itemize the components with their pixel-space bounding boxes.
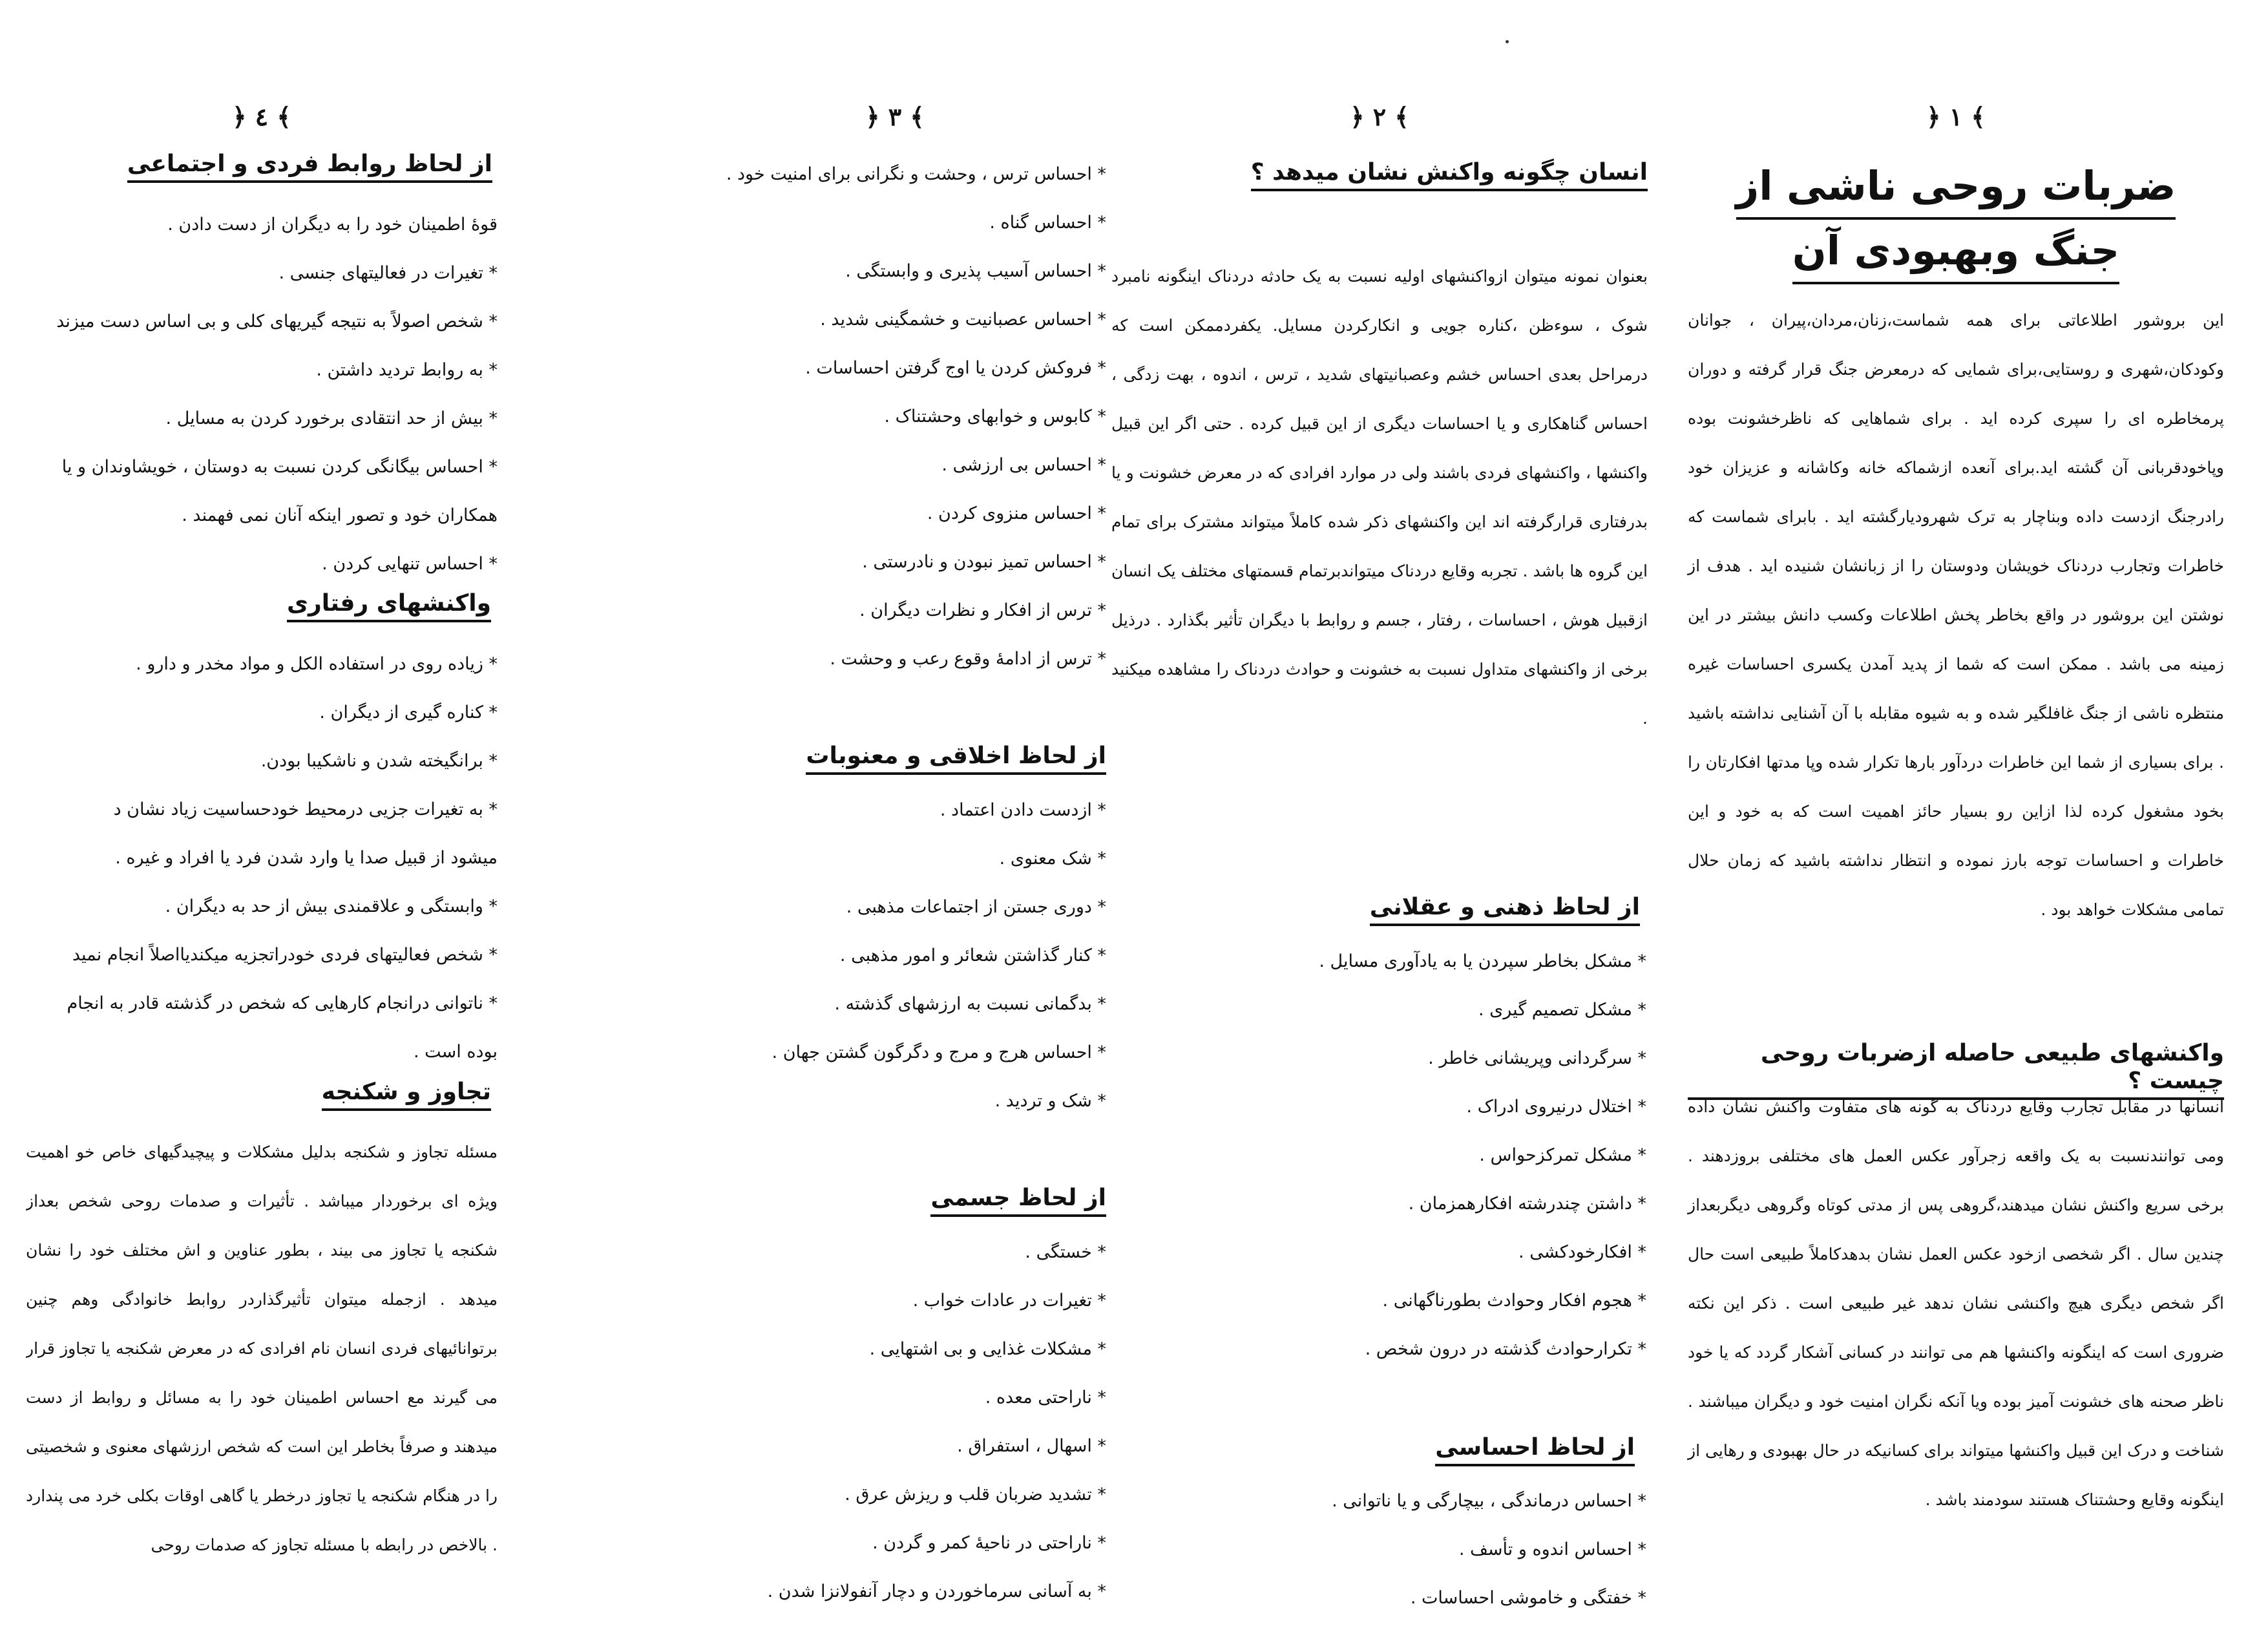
emotional-list bbox=[1111, 1477, 1648, 1622]
list-item: * تکرارحوادث گذشته در درون شخص . bbox=[1365, 1339, 1646, 1359]
list-item: * احساس گناه . bbox=[989, 213, 1106, 233]
section-heading bbox=[26, 589, 498, 622]
heading-social: از لحاظ روابط فردی و اجتماعی bbox=[127, 150, 492, 183]
list-item: * بدگمانی نسبت به ارزشهای گذشته . bbox=[834, 994, 1106, 1014]
rape-torture-paragraph: مسئله تجاوز و شکنجه بدلیل مشکلات و پیچیدگیهای خاص خو اهمیت ویژه ای برخوردار میباشد . تأثیرات و صدمات روحی شخص بعداز شکنجه یا تجاوز می بیند ، بطور عناوین و اش مختلف خود را نشان میدهد . ازجمله میتوان تأثیرگذاردر روابط خانوادگی وهم چنین برتوانائیهای فردی انسان نام افرادی که در معرض شکنجه یا تجاوز قرار می گیرند مع احساس اطمینان خود را به مسائل و روابط از دست میدهند و صرفاً بخاطر این است که شخص ارزشهای معنوی و شخصیتی را در هنگام شکنجه یا تجاوز درخطر یا گاهی اوقات بکلی خرد می پندارد . بالاخص در رابطه با مسئله تجاوز که صدمات روحی bbox=[26, 1143, 498, 1554]
list-item: * تغیرات در فعالیتهای جنسی . bbox=[278, 263, 498, 283]
section-heading bbox=[672, 742, 1118, 775]
list-item: * زیاده روی در استفاده الکل و مواد مخدر و دارو . bbox=[136, 654, 498, 674]
list-item: * افکارخودکشی . bbox=[1518, 1242, 1646, 1262]
list-item: * مشکل تمرکزحواس . bbox=[1479, 1145, 1646, 1165]
section-heading bbox=[1111, 158, 1648, 191]
list-item: * ناتوانی درانجام کارهایی که شخص در گذشته قادر به انجام bbox=[67, 993, 498, 1013]
how-react-paragraph: بعنوان نمونه میتوان ازواکنشهای اولیه نسبت به یک حادثه دردناک اینگونه نامبرد شوک ، سوءظن ،کناره جویی و انکارکردن مسایل. یکفردممکن است که درمراحل بعدی احساس خشم وعصبانیتهای شدید ، ترس ، اندوه ، بهت زدگی ، احساس گناهکاری و یا احساسات دیگری از این قبیل کرده . حتی اگر این قبیل واکنشها ، واکنشهای فردی باشند ولی در موارد افرادی که در معرض خشونت و یا بدرفتاری قرارگرفته اند این واکنشهای ذکر شده کاملاً میتواند مشترک برای تمام این گروه ها باشد . تجربه وقایع دردناک میتواندبرتمام قسمتهای مختلف یک انسان ازقبیل هوش ، احساسات ، رفتار ، جسم و روابط با دیگران تأثیر بگذارد . درذیل برخی از واکنشهای متداول نسبت به خشونت و حوادث دردناک را مشاهده میکنید . bbox=[1111, 267, 1648, 728]
physical-list bbox=[672, 1228, 1118, 1616]
brochure-title bbox=[1688, 155, 2224, 284]
page-number: ﴿ ۳ ﴾ bbox=[865, 102, 925, 131]
page-number: ﴿ ۱ ﴾ bbox=[1926, 102, 1986, 131]
heading-rape-torture: تجاوز و شکنجه bbox=[322, 1078, 491, 1111]
page-3 bbox=[672, 0, 1118, 1648]
behavioral-list bbox=[26, 640, 498, 1076]
list-item: * کابوس و خوابهای وحشتناک . bbox=[884, 407, 1106, 427]
list-item: * احساس هرج و مرج و دگرگون گشتن جهان . bbox=[772, 1042, 1106, 1062]
page-2 bbox=[1111, 0, 1648, 1648]
page-number: ﴿ ٤ ﴾ bbox=[232, 102, 291, 131]
list-item: * شک معنوی . bbox=[999, 849, 1106, 869]
list-item: * به تغیرات جزیی درمحیط خودحساسیت زیاد نشان د bbox=[113, 799, 498, 819]
page-1 bbox=[1688, 0, 2224, 1648]
list-item: * ناراحتی در ناحیهٔ کمر و گردن . bbox=[872, 1533, 1106, 1553]
list-item: * ترس از افکار و نظرات دیگران . bbox=[859, 600, 1106, 620]
list-item: * مشکل تصمیم گیری . bbox=[1478, 1000, 1646, 1020]
list-item: * احساس آسیب پذیری و وابستگی . bbox=[845, 261, 1106, 281]
heading-mental: از لحاظ ذهنی و عقلانی bbox=[1370, 893, 1640, 926]
intro-paragraph: این بروشور اطلاعاتی برای همه شماست،زنان،مردان،پیران ، جوانان وکودکان،شهری و روستایی،برای شمایی که درمعرض جنگ قرار گرفته و دوران پرمخاطره ای را سپری کرده اید . برای شماهایی که ناظرخشونت بوده وپاخودقربانی آن گشته اید.برای آنعده ازشماکه خانه وکاشانه و عزیزان خود رادرجنگ ازدست داده وبناچار به ترک شهرودیارگشته اید . بابرای شماست که خاطرات وتجارب دردناک خویشان ودوستان را از زبانشان شنیده اید . هدف از نوشتن این بروشور در واقع بخاطر پخش اطلاعات وکسب دانش بیشتر در این زمینه می باشد . ممکن است که شما از پدید آمدن یکسری احساسات غیره منتظره ناشی از جنگ غافلگیر شده و به شیوه مقابله با آن آشنایی نداشته باشید . برای بسیاری از شما این خاطرات دردآور بارها تکرار شده وپا مدتها افکارتان را بخود مشغول کرده لذا ازاین رو بسیار حائز اهمیت است که به خود و این خاطرات و احساسات توجه بارز نموده و انتظار نداشته باشید که زمان حلال تمامی مشکلات خواهد بود . bbox=[1688, 311, 2224, 919]
list-item: * ناراحتی معده . bbox=[985, 1388, 1106, 1408]
list-item: همکاران خود و تصور اینکه آنان نمی فهمند . bbox=[182, 505, 498, 525]
list-item: بوده است . bbox=[413, 1042, 498, 1062]
section-heading bbox=[26, 150, 498, 183]
section-heading bbox=[672, 1184, 1118, 1217]
heading-emotional: از لحاظ احساسی bbox=[1435, 1433, 1635, 1466]
list-item: * اسهال ، استفراق . bbox=[957, 1436, 1106, 1456]
heading-natural-reactions: واکنشهای طبیعی حاصله ازضربات روحی چیست ؟ bbox=[1688, 1039, 2224, 1100]
list-item: * وابستگی و علاقمندی بیش از حد به دیگران . bbox=[165, 896, 498, 916]
reactions-paragraph: انسانها در مقابل تجارب وقایع دردناک به گونه های متفاوت واکنش نشان داده ومی توانندنسبت به یک واقعه زجرآور عکس العمل های مختلفی بروزدهند . برخی سریع واکنش نشان میدهند،گروهی پس از مدتی کوتاه وگروهی دیگربعداز چندین سال . اگر شخصی ازخود عکس العمل نشان بدهدکاملاً طبیعی است حال اگر شخص دیگری هیچ واکنشی نشان ندهد غیر طبیعی است . ذکر این نکته ضروری است که اینگونه واکنشها هم می توانند در کسانی آشکار گردد که یا خود ناظر صحنه های خشونت آمیز بوده ویا آنکه نگران امنیت خود و دیگران میباشند . شناخت و درک این قبیل واکنشها میتواند برای کسانیکه در حال بهبودی و رهایی از اینگونه وقایع وحشتناک هستند سودمند باشد . bbox=[1688, 1097, 2224, 1509]
list-item: * شک و تردید . bbox=[994, 1091, 1106, 1111]
list-item: * ترس از ادامهٔ وقوع رعب و وحشت . bbox=[830, 649, 1106, 669]
title-line-2: جنگ وبهبودی آن bbox=[1792, 220, 2119, 284]
heading-how-react: انسان چگونه واکنش نشان میدهد ؟ bbox=[1251, 158, 1648, 191]
list-item: * دوری جستن از اجتماعات مذهبی . bbox=[846, 897, 1106, 917]
list-item: * احساس ترس ، وحشت و نگرانی برای امنیت خود . bbox=[726, 164, 1106, 184]
list-item: * خفتگی و خاموشی احساسات . bbox=[1410, 1588, 1646, 1608]
heading-behavioral: واکنشهای رفتاری bbox=[287, 589, 491, 622]
list-item: * مشکل بخاطر سپردن یا به یادآوری مسایل . bbox=[1319, 951, 1646, 971]
moral-list bbox=[672, 786, 1118, 1125]
list-item: * شخص اصولاً به نتیجه گیریهای کلی و بی اساس دست میزند bbox=[56, 312, 498, 332]
list-item: * احساس منزوی کردن . bbox=[927, 503, 1106, 523]
title-line-1: ضربات روحی ناشی از bbox=[1736, 155, 2176, 220]
list-item: * شخص فعالیتهای فردی خودراتجزیه میکندیااصلاً انجام نمید bbox=[72, 945, 498, 965]
heading-physical: از لحاظ جسمی bbox=[930, 1184, 1106, 1217]
list-item: میشود از قبیل صدا یا وارد شدن فرد یا افراد و غیره . bbox=[115, 848, 498, 868]
list-item: قوهٔ اطمینان خود را به دیگران از دست دادن . bbox=[167, 215, 498, 235]
list-item: * هجوم افکار وحوادث بطورناگهانی . bbox=[1382, 1291, 1646, 1311]
mental-list bbox=[1111, 937, 1648, 1373]
list-item: * بیش از حد انتقادی برخورد کردن به مسایل . bbox=[165, 408, 498, 428]
emotional-list-continued bbox=[672, 150, 1118, 683]
list-item: * مشکلات غذایی و بی اشتهایی . bbox=[869, 1339, 1106, 1359]
list-item: * کناره گیری از دیگران . bbox=[319, 703, 498, 723]
section-heading bbox=[1111, 1433, 1648, 1466]
list-item: * احساس بیگانگی کردن نسبت به دوستان ، خویشاوندان و یا bbox=[61, 457, 498, 477]
list-item: * کنار گذاشتن شعائر و امور مذهبی . bbox=[839, 945, 1106, 966]
social-list bbox=[26, 200, 498, 588]
list-item: * احساس اندوه و تأسف . bbox=[1458, 1539, 1646, 1559]
list-item: * احساس تنهایی کردن . bbox=[322, 554, 498, 574]
list-item: * احساس بی ارزشی . bbox=[941, 455, 1106, 475]
list-item: * ازدست دادن اعتماد . bbox=[940, 800, 1106, 820]
list-item: * برانگیخته شدن و ناشکیبا بودن. bbox=[260, 751, 498, 771]
list-item: * فروکش کردن یا اوج گرفتن احساسات . bbox=[805, 358, 1106, 378]
list-item: * اختلال درنیروی ادراک . bbox=[1466, 1097, 1646, 1117]
list-item: * تشدید ضربان قلب و ریزش عرق . bbox=[845, 1484, 1106, 1505]
section-heading bbox=[1111, 893, 1648, 926]
section-heading bbox=[26, 1078, 498, 1111]
list-item: * احساس درماندگی ، بیچارگی و یا ناتوانی . bbox=[1332, 1491, 1646, 1511]
list-item: * خستگی . bbox=[1025, 1242, 1106, 1262]
list-item: * تغیرات در عادات خواب . bbox=[912, 1291, 1106, 1311]
page-4 bbox=[26, 0, 498, 1648]
heading-moral-spiritual: از لحاظ اخلاقی و معنوبات bbox=[806, 742, 1106, 775]
page-number: ﴿ ۲ ﴾ bbox=[1350, 102, 1409, 131]
list-item: * به آسانی سرماخوردن و دچار آنفولانزا شدن . bbox=[767, 1581, 1106, 1601]
list-item: * داشتن چندرشته افکارهمزمان . bbox=[1408, 1194, 1646, 1214]
list-item: * احساس عصبانیت و خشمگینی شدید . bbox=[820, 310, 1106, 330]
list-item: * سرگردانی وپریشانی خاطر . bbox=[1428, 1048, 1646, 1068]
list-item: * به روابط تردید داشتن . bbox=[316, 360, 498, 380]
list-item: * احساس تمیز نبودن و نادرستی . bbox=[862, 552, 1106, 572]
